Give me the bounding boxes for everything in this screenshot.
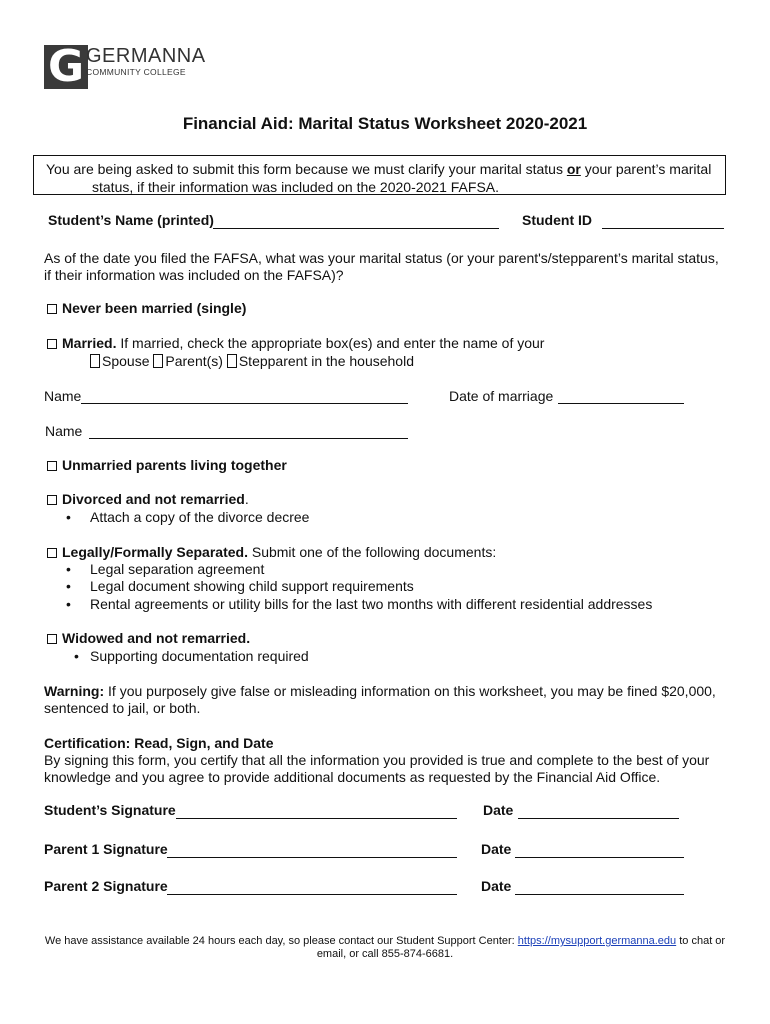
widowed-bullet: [74, 648, 309, 664]
student-date-field[interactable]: [518, 804, 679, 819]
checkbox-never-married[interactable]: [47, 304, 57, 314]
parent1-date-label: Date: [481, 841, 512, 857]
warning-line2: sentenced to jail, or both.: [44, 700, 201, 716]
married-subtypes: [90, 353, 414, 369]
student-id-label: Student ID: [522, 212, 592, 228]
student-date-label: Date: [483, 802, 514, 818]
certification-line2: knowledge and you agree to provide additional documents as requested by the Financial Aid Office.: [44, 769, 661, 785]
parent1-signature-field[interactable]: [167, 843, 457, 858]
bullet-mark: •: [74, 648, 79, 664]
option-divorced-period: .: [244, 491, 249, 507]
student-signature-label: Student’s Signature: [44, 802, 176, 818]
option-separated-label: Legally/Formally Separated.: [62, 544, 248, 560]
student-name-field[interactable]: [213, 214, 499, 229]
label-stepparent: Stepparent in the household: [238, 353, 414, 369]
parent1-date-field[interactable]: [515, 843, 684, 858]
certification-heading: Certification: Read, Sign, and Date: [44, 735, 274, 751]
parent2-date-label: Date: [481, 878, 512, 894]
footer-text-end: to chat or: [676, 935, 726, 947]
question-line2: if their information was included on the FAFSA)?: [44, 267, 344, 283]
option-never-married: [47, 300, 246, 316]
option-widowed: [47, 630, 250, 646]
separated-bullet-text: Legal separation agreement: [90, 561, 265, 577]
option-unmarried-label: Unmarried parents living together: [62, 457, 287, 473]
parent1-signature-label: Parent 1 Signature: [44, 841, 168, 857]
logo-subtitle: COMMUNITY COLLEGE: [86, 67, 186, 77]
divorced-bullet-text: Attach a copy of the divorce decree: [90, 509, 310, 525]
question-line1: As of the date you filed the FAFSA, what was your marital status (or your parent's/stepparent’s marital status,: [44, 250, 719, 266]
option-unmarried-parents: [47, 457, 287, 473]
separated-bullet-text: Rental agreements or utility bills for the last two months with different residential addresses: [90, 596, 653, 612]
bullet-mark: •: [66, 578, 71, 594]
checkbox-divorced[interactable]: [47, 495, 57, 505]
warning-label: Warning:: [44, 683, 105, 699]
notice-part1: You are being asked to submit this form because we must clarify your marital status: [46, 161, 567, 177]
support-link[interactable]: https://mysupport.germanna.edu: [517, 935, 677, 947]
footer-line2: email, or call 855-874-6681.: [316, 948, 454, 960]
checkbox-married[interactable]: [47, 339, 57, 349]
parent2-date-field[interactable]: [515, 880, 684, 895]
divorced-bullet: [66, 509, 309, 525]
warning-line1: [44, 683, 716, 699]
option-divorced-label: Divorced and not remarried: [62, 491, 245, 507]
notice-emphasis: or: [566, 161, 581, 177]
option-married: [47, 335, 544, 351]
college-logo-mark: [44, 41, 88, 92]
option-married-instructions: If married, check the appropriate box(es) and enter the name of your: [116, 335, 545, 351]
logo-name: GERMANNA: [86, 45, 206, 67]
date-of-marriage-label: Date of marriage: [449, 388, 554, 404]
separated-bullet-1: [66, 561, 264, 577]
separated-bullet-2: [66, 578, 414, 594]
warning-text: If you purposely give false or misleading information on this worksheet, you may be fined $20,000,: [104, 683, 716, 699]
separated-bullet-3: [66, 596, 652, 612]
student-id-field[interactable]: [602, 214, 724, 229]
checkbox-stepparent[interactable]: [227, 354, 237, 368]
footer-text: We have assistance available 24 hours each day, so please contact our Student Support Center:: [44, 935, 518, 947]
option-separated-instructions: Submit one of the following documents:: [247, 544, 497, 560]
separated-bullet-text: Legal document showing child support requirements: [90, 578, 414, 594]
widowed-bullet-text: Supporting documentation required: [90, 648, 309, 664]
date-of-marriage-field[interactable]: [558, 389, 684, 404]
student-signature-field[interactable]: [176, 804, 457, 819]
checkbox-spouse[interactable]: [90, 354, 100, 368]
checkbox-widowed[interactable]: [47, 634, 57, 644]
option-separated: [47, 544, 496, 560]
name-field-1[interactable]: [81, 389, 408, 404]
label-spouse: Spouse: [102, 353, 150, 369]
bullet-mark: •: [66, 561, 71, 577]
notice-part2: your parent’s marital: [580, 161, 712, 177]
option-married-label: Married.: [62, 335, 117, 351]
logo-letter: G: [47, 41, 85, 92]
page-title: Financial Aid: Marital Status Worksheet 2020-2021: [182, 114, 588, 133]
parent2-signature-label: Parent 2 Signature: [44, 878, 168, 894]
footer-line1: [0, 935, 770, 947]
notice-line2: status, if their information was included on the 2020-2021 FAFSA.: [92, 179, 500, 195]
option-divorced: [47, 491, 249, 507]
notice-text: [46, 160, 716, 196]
name-field-2[interactable]: [89, 424, 408, 439]
checkbox-separated[interactable]: [47, 548, 57, 558]
name-label-2: Name: [45, 423, 83, 439]
checkbox-parents[interactable]: [153, 354, 163, 368]
option-widowed-label: Widowed and not remarried.: [62, 630, 251, 646]
option-never-label: Never been married (single): [62, 300, 247, 316]
name-label-1: Name: [44, 388, 82, 404]
notice-box: [33, 155, 726, 195]
bullet-mark: •: [66, 596, 71, 612]
label-parents: Parent(s): [165, 353, 223, 369]
bullet-mark: •: [66, 509, 71, 525]
certification-line1: By signing this form, you certify that all the information you provided is true and complete to the best of your: [44, 752, 710, 768]
checkbox-unmarried-parents[interactable]: [47, 461, 57, 471]
parent2-signature-field[interactable]: [167, 880, 457, 895]
student-name-label: Student’s Name (printed): [48, 212, 214, 228]
